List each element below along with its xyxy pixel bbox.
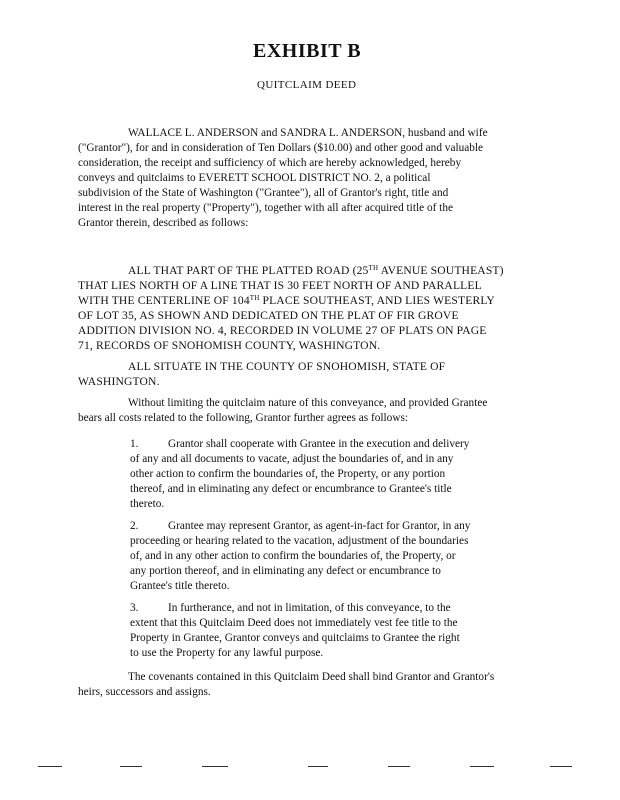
initial-line	[308, 766, 328, 767]
legal-description-line: ADDITION DIVISION NO. 4, RECORDED IN VOLUME 27 OF PLATS ON PAGE	[78, 324, 487, 337]
situate-line: ALL SITUATE IN THE COUNTY OF SNOHOMISH, STATE OF	[128, 360, 446, 373]
intro-line: Grantor therein, described as follows:	[78, 217, 249, 229]
item-line: to use the Property for any lawful purpose.	[130, 647, 324, 659]
page-subtitle: QUITCLAIM DEED	[257, 79, 357, 91]
limiting-line: Without limiting the quitclaim nature of this conveyance, and provided Grantee	[128, 397, 488, 409]
item-line: In furtherance, and not in limitation, of this conveyance, to the	[168, 602, 451, 614]
intro-line: WALLACE L. ANDERSON and SANDRA L. ANDERSON, husband and wife	[128, 127, 488, 139]
item-line: Grantee's title thereto.	[130, 580, 230, 592]
intro-line: ("Grantor"), for and in consideration of Ten Dollars ($10.00) and other good and valuable	[78, 142, 484, 154]
item-line: any portion thereof, and in eliminating any defect or encumbrance to	[130, 565, 441, 577]
covenant-line: The covenants contained in this Quitclaim Deed shall bind Grantor and Grantor's	[128, 671, 495, 683]
legal-description-line: 71, RECORDS OF SNOHOMISH COUNTY, WASHINGTON.	[78, 339, 381, 352]
item-line: of any and all documents to vacate, adjust the boundaries of, and in any	[130, 453, 454, 465]
legal-description-line: WITH THE CENTERLINE OF 104TH PLACE SOUTHEAST, AND LIES WESTERLY	[78, 294, 495, 307]
item-line: thereto.	[130, 498, 165, 510]
item-line: of, and in any other action to confirm the boundaries of, the Property, or	[130, 550, 456, 562]
intro-line: subdivision of the State of Washington ("Grantee"), all of Grantor's right, title and	[78, 187, 449, 199]
page-title: EXHIBIT B	[253, 40, 362, 62]
situate-line: WASHINGTON.	[78, 375, 160, 388]
initial-line	[38, 766, 62, 767]
initial-line	[202, 766, 228, 767]
item-number: 1.	[130, 438, 139, 450]
item-line: Grantor shall cooperate with Grantee in the execution and delivery	[168, 438, 470, 450]
intro-line: conveys and quitclaims to EVERETT SCHOOL DISTRICT NO. 2, a political	[78, 172, 431, 184]
item-line: proceeding or hearing related to the vacation, adjustment of the boundaries	[130, 535, 469, 547]
item-line: other action to confirm the boundaries of, the Property, or any portion	[130, 468, 446, 480]
initial-line	[120, 766, 142, 767]
intro-line: interest in the real property ("Property"), together with all after acquired title of the	[78, 202, 453, 214]
item-line: thereof, and in eliminating any defect or encumbrance to Grantee's title	[130, 483, 452, 495]
item-line: Property in Grantee, Grantor conveys and quitclaims to Grantee the right	[130, 632, 460, 644]
legal-description-line: OF LOT 35, AS SHOWN AND DEDICATED ON THE PLAT OF FIR GROVE	[78, 309, 459, 322]
limiting-line: bears all costs related to the following, Grantor further agrees as follows:	[78, 412, 409, 424]
covenant-line: heirs, successors and assigns.	[78, 686, 211, 698]
legal-description-line: ALL THAT PART OF THE PLATTED ROAD (25TH AVENUE SOUTHEAST)	[128, 264, 504, 277]
legal-description-line: THAT LIES NORTH OF A LINE THAT IS 30 FEET NORTH OF AND PARALLEL	[78, 279, 482, 292]
item-line: Grantee may represent Grantor, as agent-in-fact for Grantor, in any	[168, 520, 471, 532]
initial-line	[388, 766, 410, 767]
item-number: 3.	[130, 602, 139, 614]
intro-line: consideration, the receipt and sufficiency of which are hereby acknowledged, hereby	[78, 157, 462, 169]
item-number: 2.	[130, 520, 139, 532]
initial-line	[550, 766, 572, 767]
initial-line	[470, 766, 494, 767]
item-line: extent that this Quitclaim Deed does not immediately vest fee title to the	[130, 617, 458, 629]
